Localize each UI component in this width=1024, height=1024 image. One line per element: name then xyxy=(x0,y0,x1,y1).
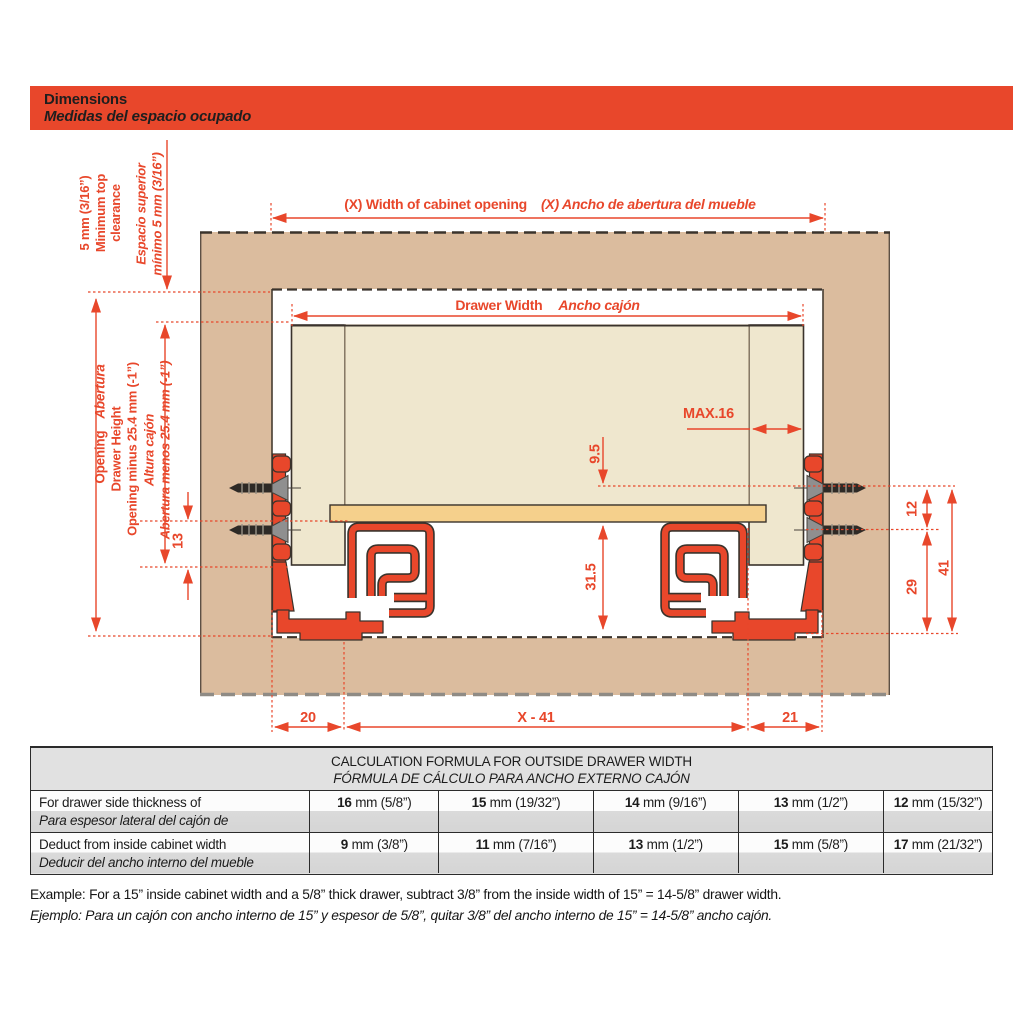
label-top-dimension-es: (X) Ancho de abertura del mueble xyxy=(540,196,756,212)
row-label-en: Deduct from inside cabinet width xyxy=(39,837,227,852)
drawer-side-left xyxy=(292,325,346,565)
label-dim-29: 29 xyxy=(904,579,921,595)
label-drawer-height-es: Altura cajón Abertura menos 25.4 mm (-1”) xyxy=(141,360,172,540)
label-top-dimension xyxy=(200,196,900,212)
drawer-side-right xyxy=(749,325,804,565)
label-dim-20: 20 xyxy=(300,710,316,726)
label-drawer-height-en: Drawer Height Opening minus 25.4 mm (-1”) xyxy=(108,362,139,536)
example-es: Ejemplo: Para un cajón con ancho interno de 15” y espesor de 5/8”, quitar 3/8” del ancho interno de 15” = 14-5/8” ancho cajón. xyxy=(30,908,773,923)
label-top-clearance-en: 5 mm (3/16”) Minimum top clearance xyxy=(76,173,123,253)
label-dim-12: 12 xyxy=(904,501,921,517)
table-title-es: FÓRMULA DE CÁLCULO PARA ANCHO EXTERNO CAJÓN xyxy=(333,771,690,786)
label-dim-31-5: 31.5 xyxy=(583,563,600,591)
table-cell: 11 mm (7/16”) xyxy=(438,833,593,873)
label-opening-es: Abertura xyxy=(92,364,108,419)
table-row xyxy=(31,832,992,873)
table-cell: 17 mm (21/32”) xyxy=(883,833,992,873)
table-cell: 14 mm (9/16”) xyxy=(593,791,738,832)
rail-bottom-channel-left xyxy=(277,610,383,640)
row-label xyxy=(31,791,309,832)
label-dim-21: 21 xyxy=(782,710,798,726)
row-label xyxy=(31,833,309,873)
table-cell: 16 mm (5/8”) xyxy=(309,791,438,832)
table-title-en: CALCULATION FORMULA FOR OUTSIDE DRAWER WIDTH xyxy=(331,754,692,769)
label-drawer-width-es: Ancho cajón xyxy=(558,297,640,313)
label-dim-9-5: 9.5 xyxy=(587,444,604,464)
label-top-dimension-en: (X) Width of cabinet opening xyxy=(344,196,527,212)
section-title-es: Medidas del espacio ocupado xyxy=(44,108,252,125)
table-cell: 15 mm (5/8”) xyxy=(738,833,884,873)
row-label-es: Deducir del ancho interno del mueble xyxy=(39,855,254,870)
table-cell: 15 mm (19/32”) xyxy=(438,791,593,832)
label-drawer-width-en: Drawer Width xyxy=(455,297,543,313)
label-opening xyxy=(92,364,108,483)
label-drawer-width xyxy=(291,297,804,313)
label-dim-41: 41 xyxy=(936,560,953,576)
row-label-es: Para espesor lateral del cajón de xyxy=(39,813,229,828)
table-cell: 13 mm (1/2”) xyxy=(593,833,738,873)
label-opening-en: Opening xyxy=(92,430,108,484)
example-text xyxy=(30,884,995,926)
calculation-table-header xyxy=(31,748,992,791)
drawer-bottom-panel xyxy=(330,505,766,522)
table-cell: 12 mm (15/32”) xyxy=(883,791,992,832)
label-max16: MAX.16 xyxy=(683,406,734,422)
row-label-en: For drawer side thickness of xyxy=(39,795,201,810)
label-dim-13: 13 xyxy=(170,533,187,549)
table-cell: 9 mm (3/8”) xyxy=(309,833,438,873)
table-row xyxy=(31,791,992,832)
table-cell: 13 mm (1/2”) xyxy=(738,791,884,832)
calculation-table xyxy=(30,746,993,875)
label-dim-x-41: X - 41 xyxy=(517,710,555,726)
label-top-clearance-es: Espacio superior mínimo 5 mm (3/16”) xyxy=(133,152,164,276)
slide-profile-left xyxy=(352,527,430,613)
example-en: Example: For a 15” inside cabinet width and a 5/8” thick drawer, subtract 3/8” from the inside width of 15” = 14-5/8” drawer width. xyxy=(30,887,782,902)
section-title-en: Dimensions xyxy=(44,91,128,108)
